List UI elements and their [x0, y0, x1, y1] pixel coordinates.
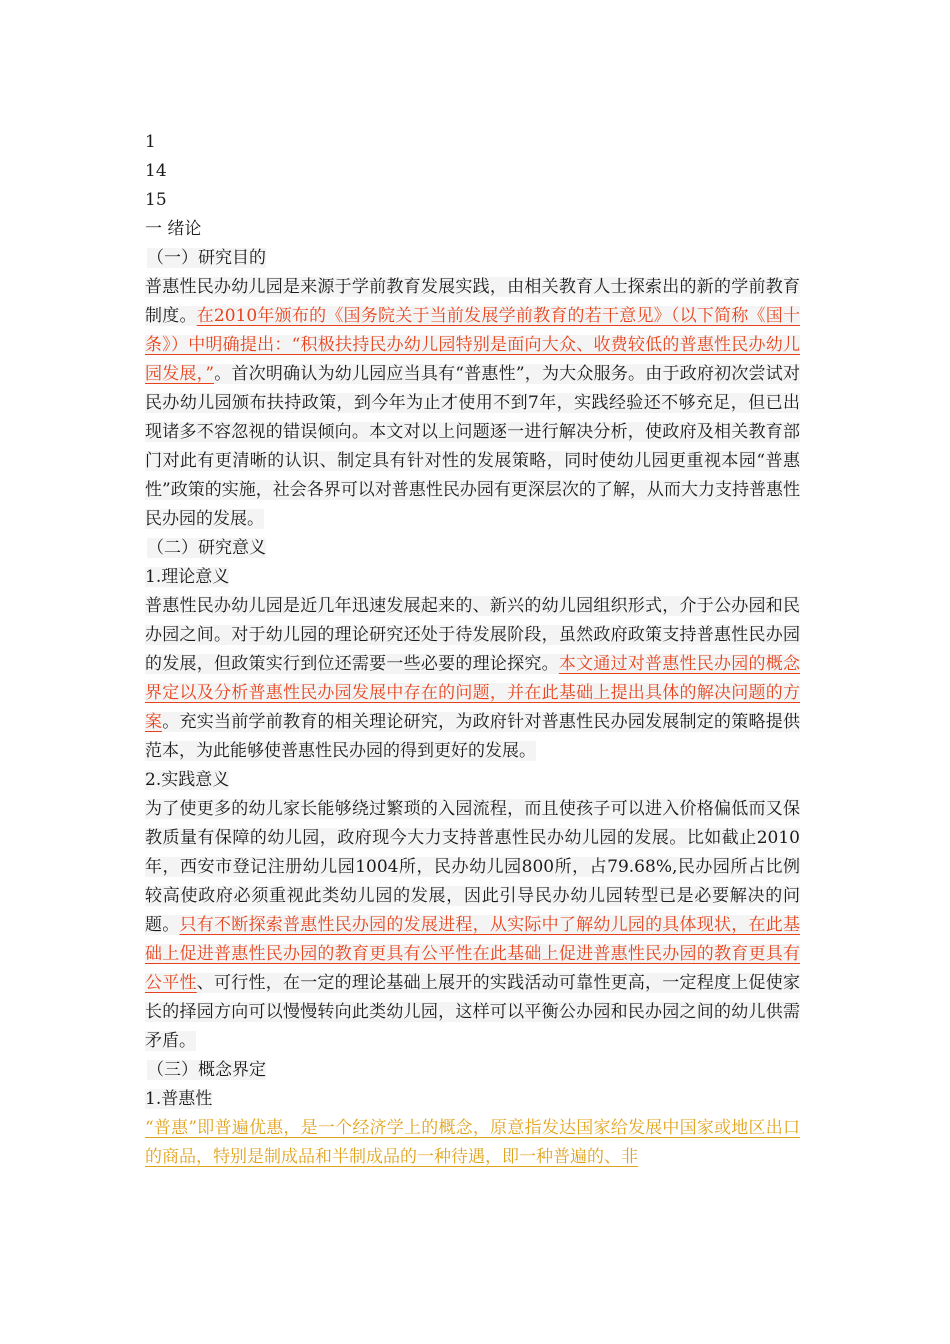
paragraph-text: 普惠性民办幼儿园是近几年迅速发展起来的、新兴的幼儿园组织形式，介于公办园和民办园之间。对于幼儿园的理论研究还处于待发展阶段，虽然政府政策支持普惠性民办园的发展，但政策实行到位还需要一些必要的理论探究。: [145, 596, 800, 674]
paragraph-practice: [145, 795, 800, 1056]
subheading-theory: 1.理论意义: [145, 567, 230, 587]
paragraph-purpose: [145, 273, 800, 534]
paragraph-puhui: [145, 1114, 800, 1172]
subheading-puhui: 1.普惠性: [145, 1089, 213, 1109]
paragraph-text: 。充实当前学前教育的相关理论研究，为政府针对普惠性民办园发展制定的策略提供范本，为此能够使普惠性民办园的得到更好的发展。: [145, 712, 801, 761]
page-number: 14: [145, 161, 167, 181]
highlighted-text-red: 本文通过对普惠性民办园的概念界定以及分析普惠性民办园发展中存在的问题，并在此基础上提出具体的解决问题的方案: [145, 654, 801, 732]
section-heading-definition: （三）概念界定: [147, 1060, 266, 1080]
page-number: 1: [145, 132, 156, 152]
document-page: [145, 128, 805, 1172]
section-heading-purpose: （一）研究目的: [147, 248, 266, 268]
paragraph-text: 为了使更多的幼儿家长能够绕过繁琐的入园流程，而且使孩子可以进入价格偏低而又保教质量有保障的幼儿园，政府现今大力支持普惠性民办幼儿园的发展。比如截止2010年，西安市登记注册幼儿园1004所，民办幼儿园800所，占79.68%,民办园所占比例较高使政府必须重视此类幼儿园的发展，因此引导民办幼儿园转型已是必要解决的问题。: [145, 799, 800, 935]
paragraph-theory: [145, 592, 800, 766]
paragraph-text: 普惠性民办幼儿园是来源于学前教育发展实践，由相关教育人士探索出的新的学前教育制度。: [145, 277, 800, 326]
page-number: 15: [145, 190, 167, 210]
subheading-practice: 2.实践意义: [145, 770, 230, 790]
section-heading-significance: （二）研究意义: [147, 538, 266, 558]
highlighted-text-orange: “普惠”即普遍优惠，是一个经济学上的概念，原意指发达国家给发展中国家或地区出口的商品，特别是制成品和半制成品的一种待遇，即一种普遍的、非: [145, 1118, 800, 1167]
highlighted-text-red: 在2010年颁布的《国务院关于当前发展学前教育的若干意见》（以下简称《国十条》）中明确提出：“积极扶持民办幼儿园特别是面向大众、收费较低的普惠性民办幼儿园发展，”: [145, 306, 800, 384]
chapter-title: 一 绪论: [145, 219, 202, 239]
paragraph-text: 。首次明确认为幼儿园应当具有“普惠性”，为大众服务。由于政府初次尝试对民办幼儿园颁布扶持政策，到今年为止才使用不到7年，实践经验还不够充足，但已出现诸多不容忽视的错误倾向。本文对以上问题逐一进行解决分析，使政府及相关教育部门对此有更清晰的认识、制定具有针对性的发展策略，同时使幼儿园更重视本园“普惠性”政策的实施，社会各界可以对普惠性民办园有更深层次的了解，从而大力支持普惠性民办园的发展。: [145, 364, 800, 529]
paragraph-text: 、可行性，在一定的理论基础上展开的实践活动可靠性更高，一定程度上促使家长的择园方向可以慢慢转向此类幼儿园，这样可以平衡公办园和民办园之间的幼儿供需矛盾。: [145, 973, 801, 1051]
highlighted-text-red: 只有不断探索普惠性民办园的发展进程，从实际中了解幼儿园的具体现状，在此基础上促进普惠性民办园的教育更具有公平性在此基础上促进普惠性民办园的教育更具有公平性: [145, 915, 801, 993]
